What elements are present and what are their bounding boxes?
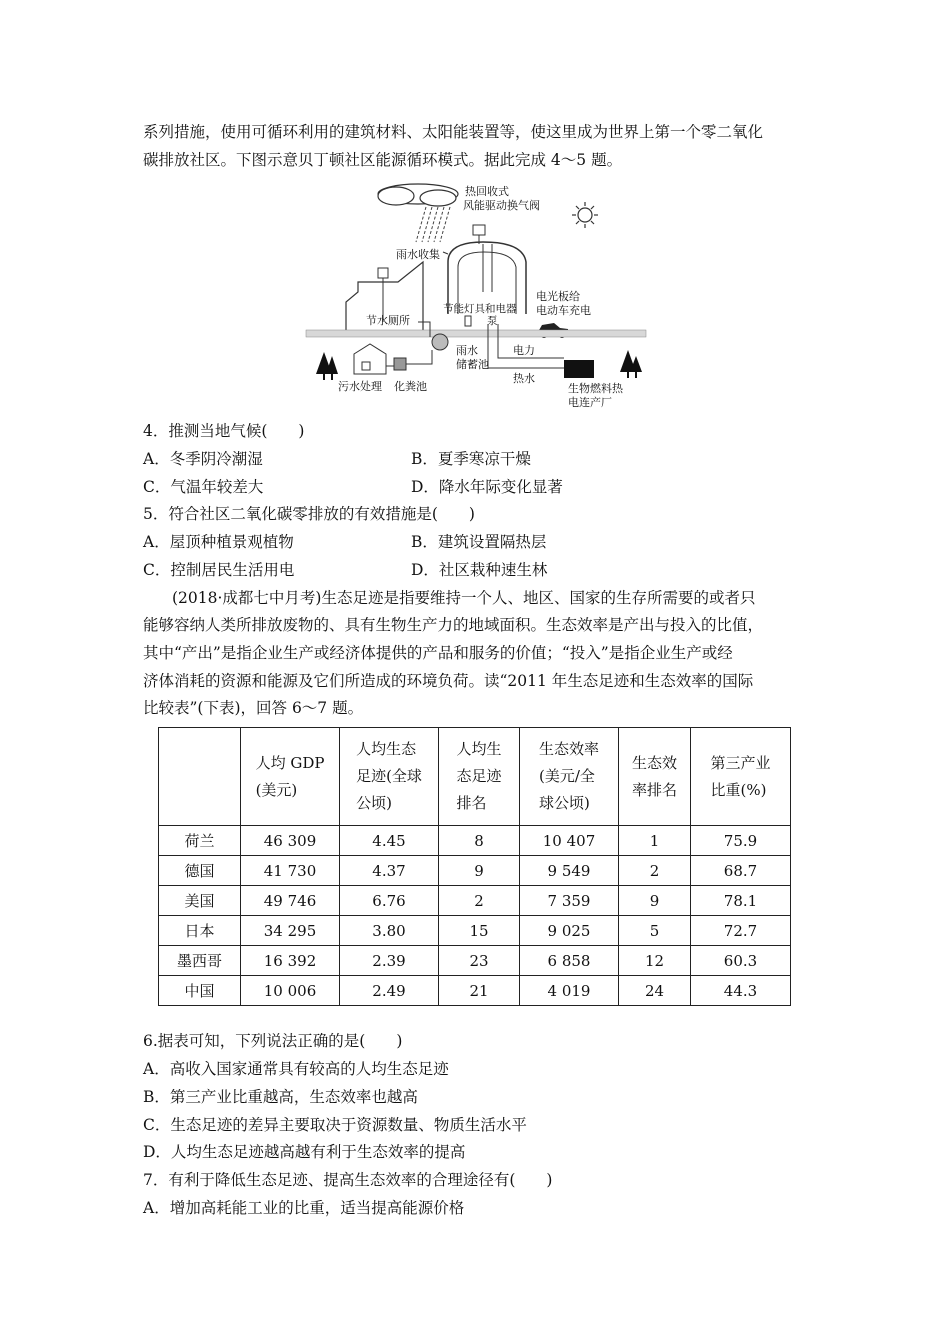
passage-line: 比较表”(下表)，回答 6～7 题。: [143, 699, 364, 717]
country-cell: 日本: [159, 916, 241, 946]
table-cell: 9 025: [520, 916, 619, 946]
header-efficiency-rank: 生态效 率排名: [619, 728, 691, 826]
passage-line: 其中“产出”是指企业生产或经济体提供的产品和服务的价值；“投入”是指企业生产或经: [143, 644, 733, 662]
plant-label: 电连产厂: [568, 396, 612, 409]
q6-option-d: D．人均生态足迹越高越有利于生态效率的提高: [143, 1143, 466, 1161]
lamps-label: 节能灯具和电器: [443, 303, 517, 315]
septic-label: 化粪池: [394, 380, 427, 393]
table-cell: 2: [619, 856, 691, 886]
table-cell: 10 006: [241, 976, 340, 1006]
country-cell: 中国: [159, 976, 241, 1006]
q7-option-a: A．增加高耗能工业的比重，适当提高能源价格: [143, 1199, 465, 1217]
q5-option-b: B．建筑设置隔热层: [411, 533, 547, 551]
q6-stem: 6.据表可知，下列说法正确的是( ): [143, 1032, 403, 1050]
country-cell: 墨西哥: [159, 946, 241, 976]
rain-tank-label: 储蓄池: [456, 358, 489, 371]
table-cell: 10 407: [520, 826, 619, 856]
table-cell: 16 392: [241, 946, 340, 976]
table-cell: 4 019: [520, 976, 619, 1006]
table-cell: 1: [619, 826, 691, 856]
table-cell: 9: [619, 886, 691, 916]
q4-option-d: D．降水年际变化显著: [411, 478, 563, 496]
table-cell: 3.80: [340, 916, 439, 946]
rain-collect-label: 雨水收集: [396, 248, 440, 261]
vent-label: 风能驱动换气阀: [463, 199, 540, 212]
sewage-label: 污水处理: [338, 380, 382, 393]
eco-footprint-table: [158, 727, 791, 1006]
table-cell: 60.3: [691, 946, 791, 976]
q6-option-a: A．高收入国家通常具有较高的人均生态足迹: [143, 1060, 449, 1078]
table-cell: 78.1: [691, 886, 791, 916]
intro-line: 系列措施，使用可循环利用的建筑材料、太阳能装置等，使这里成为世界上第一个零二氧化: [143, 123, 764, 141]
sun-icon: [572, 202, 598, 228]
solar-label: 电动车充电: [536, 304, 591, 317]
rain-tank-label: 雨水: [456, 344, 478, 357]
header-tertiary-share: 第三产业 比重(%): [691, 728, 791, 826]
tree-icon: [316, 352, 338, 380]
table-row: [159, 916, 791, 946]
intro-line: 碳排放社区。下图示意贝丁顿社区能源循环模式。据此完成 4～5 题。: [143, 151, 623, 169]
table-cell: 2: [439, 886, 520, 916]
tree-icon: [620, 350, 642, 378]
passage-line: (2018·成都七中月考)生态足迹是指要维持一个人、地区、国家的生存所需要的或者只: [172, 589, 756, 607]
q5-option-d: D．社区栽种速生林: [411, 561, 548, 579]
table-cell: 68.7: [691, 856, 791, 886]
header-efficiency: 生态效率 (美元/全 球公顷): [520, 728, 619, 826]
header-footprint-rank: 人均生 态足迹 排名: [439, 728, 520, 826]
table-cell: 49 746: [241, 886, 340, 916]
solar-label: 电光板给: [536, 290, 580, 303]
table-cell: 6 858: [520, 946, 619, 976]
table-cell: 34 295: [241, 916, 340, 946]
table-cell: 21: [439, 976, 520, 1006]
pump-label: 泵: [487, 315, 498, 327]
table-row: [159, 856, 791, 886]
q5-option-c: C．控制居民生活用电: [143, 561, 295, 579]
table-cell: 2.39: [340, 946, 439, 976]
q4-option-b: B．夏季寒凉干燥: [411, 450, 531, 468]
table-cell: 5: [619, 916, 691, 946]
energy-cycle-diagram: [298, 182, 658, 410]
q6-option-c: C．生态足迹的差异主要取决于资源数量、物质生活水平: [143, 1116, 527, 1134]
power-plant-icon: [564, 360, 594, 378]
passage-line: 济体消耗的资源和能源及它们所造成的环境负荷。读“2011 年生态足迹和生态效率的国际: [143, 672, 754, 690]
plant-label: 生物燃料热: [568, 382, 623, 395]
rain-cloud-icon: [378, 184, 458, 242]
q5-stem: 5．符合社区二氧化碳零排放的有效措施是( ): [143, 505, 475, 523]
q4-option-a: A．冬季阴冷潮湿: [143, 450, 263, 468]
table-cell: 72.7: [691, 916, 791, 946]
table-header-row: [159, 728, 791, 826]
power-label: 电力: [513, 344, 535, 357]
country-cell: 德国: [159, 856, 241, 886]
table-cell: 9 549: [520, 856, 619, 886]
header-gdp: 人均 GDP (美元): [241, 728, 340, 826]
table-row: [159, 826, 791, 856]
table-row: [159, 976, 791, 1006]
toilet-label: 节水厕所: [366, 314, 410, 327]
q6-option-b: B．第三产业比重越高，生态效率也越高: [143, 1088, 418, 1106]
hot-water-label: 热水: [513, 372, 535, 385]
vent-label: 热回收式: [465, 185, 509, 198]
table-cell: 41 730: [241, 856, 340, 886]
q5-option-a: A．屋顶种植景观植物: [143, 533, 294, 551]
header-footprint: 人均生态 足迹(全球 公顷): [340, 728, 439, 826]
q4-option-c: C．气温年较差大: [143, 478, 264, 496]
table-cell: 8: [439, 826, 520, 856]
table-corner-cell: [159, 728, 241, 826]
table-cell: 46 309: [241, 826, 340, 856]
table-cell: 6.76: [340, 886, 439, 916]
country-cell: 荷兰: [159, 826, 241, 856]
table-cell: 12: [619, 946, 691, 976]
table-cell: 24: [619, 976, 691, 1006]
table-cell: 2.49: [340, 976, 439, 1006]
table-cell: 7 359: [520, 886, 619, 916]
table-cell: 75.9: [691, 826, 791, 856]
rain-tank-icon: [432, 334, 448, 350]
table-cell: 15: [439, 916, 520, 946]
passage-line: 能够容纳人类所排放废物的、具有生物生产力的地域面积。生态效率是产出与投入的比值，: [143, 616, 764, 634]
table-cell: 44.3: [691, 976, 791, 1006]
country-cell: 美国: [159, 886, 241, 916]
q4-stem: 4．推测当地气候( ): [143, 422, 305, 440]
table-cell: 4.45: [340, 826, 439, 856]
table-row: [159, 946, 791, 976]
table-cell: 9: [439, 856, 520, 886]
table-cell: 4.37: [340, 856, 439, 886]
table-cell: 23: [439, 946, 520, 976]
table-row: [159, 886, 791, 916]
q7-stem: 7．有利于降低生态足迹、提高生态效率的合理途径有( ): [143, 1171, 553, 1189]
